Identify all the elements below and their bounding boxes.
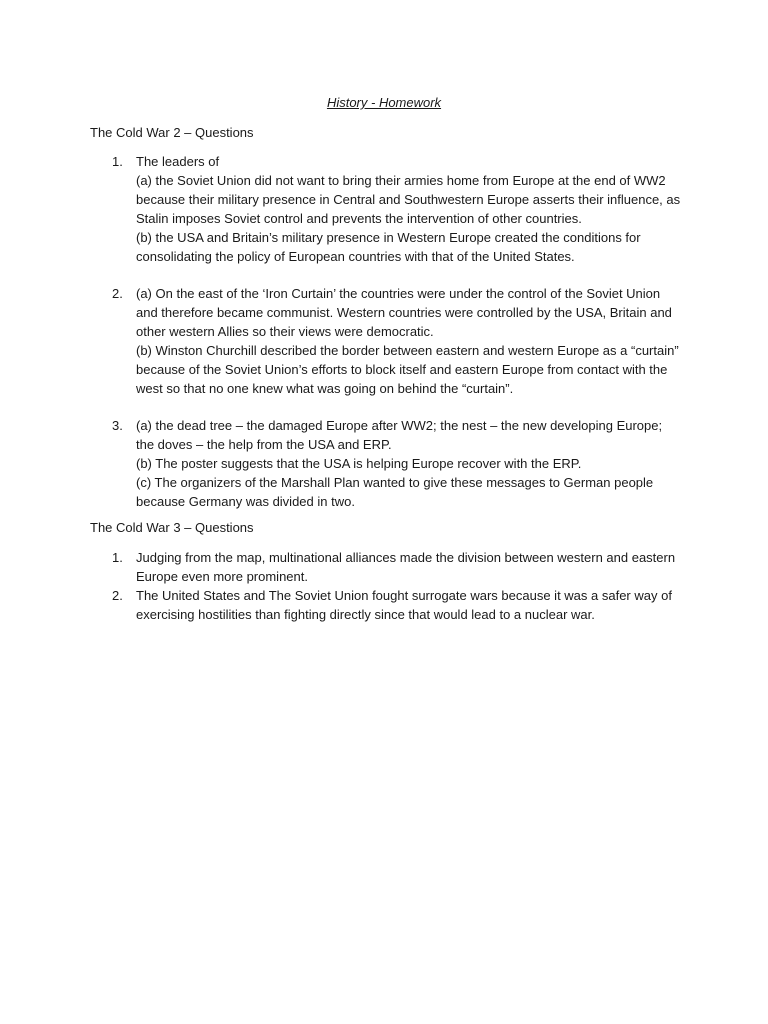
answer-number: 1.: [112, 550, 123, 565]
answer-number: 2.: [112, 588, 123, 603]
answer-line: (b) The poster suggests that the USA is helping Europe recover with the ERP.: [136, 456, 582, 471]
answer-number: 1.: [112, 154, 123, 169]
answer-line: The leaders of: [136, 154, 220, 169]
answer-line: (c) The organizers of the Marshall Plan wanted to give these messages to German people: [136, 475, 654, 490]
answer-line: (a) the Soviet Union did not want to bring their armies home from Europe at the end of WW2: [136, 173, 666, 188]
answer-line: because their military presence in Central and Southwestern Europe asserts their influence, as: [136, 192, 681, 207]
document-title: History - Homework: [326, 95, 442, 110]
answer-line: Europe even more prominent.: [136, 569, 308, 584]
answer-item-3: [90, 416, 680, 511]
answer-line: because Germany was divided in two.: [136, 494, 355, 509]
answer-item-2: [90, 284, 680, 398]
answer-item-1: [90, 152, 680, 266]
answer-line: (b) Winston Churchill described the border between eastern and western Europe as a “curtain”: [136, 343, 679, 358]
section-heading-cold-war-3: The Cold War 3 – Questions: [90, 520, 254, 535]
answer-line: The United States and The Soviet Union fought surrogate wars because it was a safer way of: [136, 588, 672, 603]
answer-line: and therefore became communist. Western countries were controlled by the USA, Britain and: [136, 305, 672, 320]
question-list-cold-war-3: [90, 548, 680, 624]
answer-line: because of the Soviet Union’s efforts to block itself and eastern Europe from contact with the: [136, 362, 668, 377]
question-list-cold-war-2: [90, 152, 680, 511]
section-heading-cold-war-2: The Cold War 2 – Questions: [90, 125, 254, 140]
answer-item-2: [90, 586, 680, 624]
answer-line: the doves – the help from the USA and ERP.: [136, 437, 392, 452]
answer-line: (a) On the east of the ‘Iron Curtain’ the countries were under the control of the Soviet Union: [136, 286, 661, 301]
answer-number: 3.: [112, 418, 123, 433]
answer-line: Judging from the map, multinational alliances made the division between western and eastern: [136, 550, 676, 565]
answer-line: Stalin imposes Soviet control and prevents the intervention of other countries.: [136, 211, 582, 226]
answer-line: west so that no one knew what was going on behind the “curtain”.: [136, 381, 514, 396]
answer-line: (b) the USA and Britain’s military presence in Western Europe created the conditions for: [136, 230, 641, 245]
answer-line: other western Allies so their views were democratic.: [136, 324, 434, 339]
answer-line: exercising hostilities than fighting directly since that would lead to a nuclear war.: [136, 607, 595, 622]
answer-line: (a) the dead tree – the damaged Europe after WW2; the nest – the new developing Europe;: [136, 418, 663, 433]
answer-line: consolidating the policy of European countries with that of the United States.: [136, 249, 575, 264]
answer-number: 2.: [112, 286, 123, 301]
answer-item-1: [90, 548, 680, 586]
